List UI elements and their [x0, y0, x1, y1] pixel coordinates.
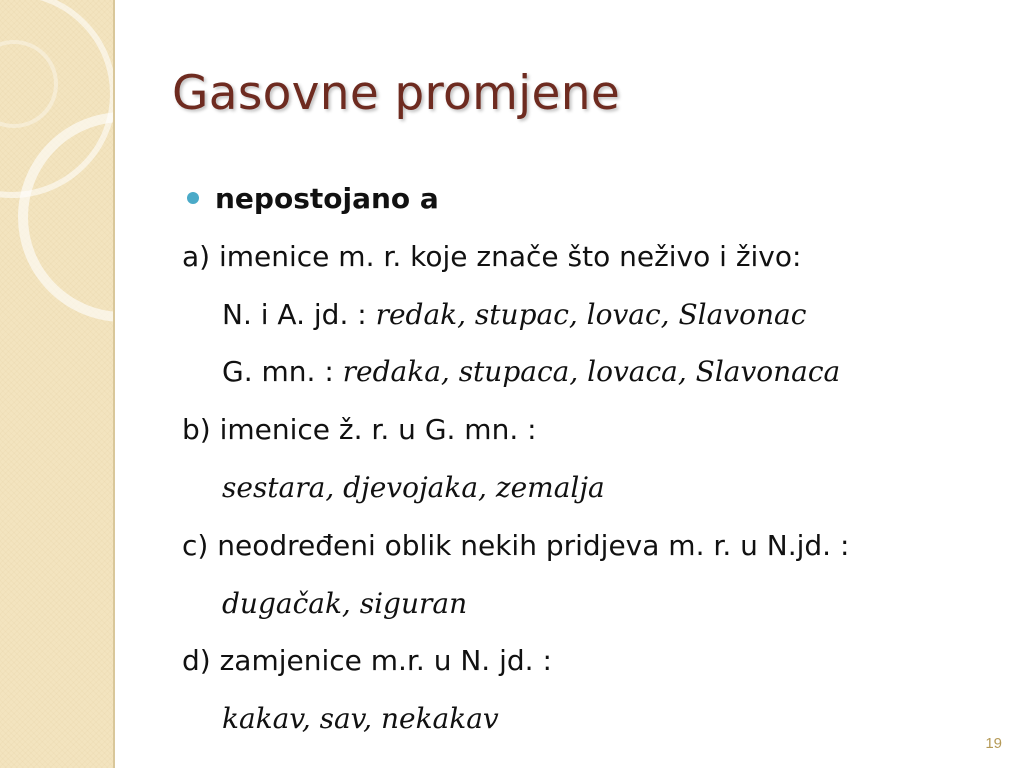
- item-a-line1-examples: redak, stupac, lovac, Slavonac: [375, 297, 807, 331]
- item-a-line2: [182, 343, 1002, 401]
- item-a-line2-prefix: G. mn. :: [222, 355, 343, 389]
- bullet-text: nepostojano a: [215, 182, 439, 215]
- slide-content: [182, 170, 1002, 748]
- item-d-examples-text: kakav, sav, nekakav: [222, 702, 499, 736]
- item-b-examples: [182, 459, 1002, 517]
- page-number: 19: [985, 735, 1002, 752]
- item-d-examples: [182, 690, 1002, 748]
- bullet-dot-icon: [187, 192, 199, 204]
- item-c-examples: [182, 575, 1002, 633]
- decorative-side-band: [0, 0, 113, 768]
- item-b-examples-text: sestara, djevojaka, zemalja: [222, 470, 605, 504]
- item-a-label: a) imenice m. r. koje znače što neživo i živo:: [182, 239, 802, 273]
- item-a-line2-examples: redaka, stupaca, lovaca, Slavonaca: [342, 355, 841, 389]
- item-a-line1: [182, 286, 1002, 344]
- slide-title: Gasovne promjene: [172, 66, 621, 121]
- item-a-line1-prefix: N. i A. jd. :: [222, 297, 376, 331]
- item-d-label: d) zamjenice m.r. u N. jd. :: [182, 644, 552, 678]
- bullet-item: [182, 170, 1002, 228]
- item-c-label: c) neodređeni oblik nekih pridjeva m. r. u N.jd. :: [182, 528, 850, 562]
- item-b-label: b) imenice ž. r. u G. mn. :: [182, 413, 537, 447]
- item-c-examples-text: dugačak, siguran: [222, 586, 468, 620]
- side-divider: [113, 0, 115, 768]
